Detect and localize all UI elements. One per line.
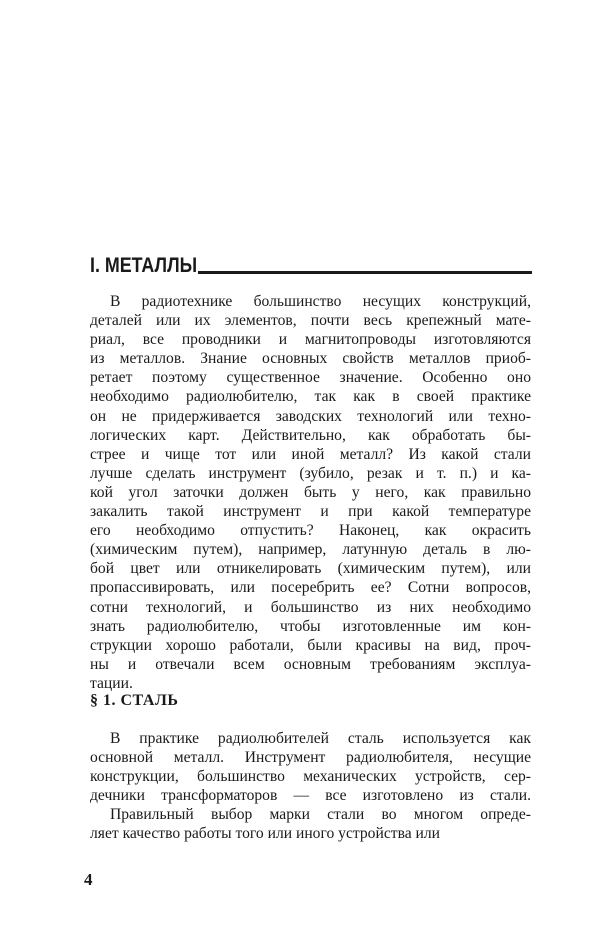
text-line: необходимо радиолюбителю, так как в своей практике bbox=[90, 388, 531, 406]
text-line: дечники трансформаторов — все изготовлено из стали. bbox=[90, 787, 531, 805]
text-line: В практике радиолюбителей сталь используется как bbox=[110, 730, 531, 747]
text-line: сотни технологий, и большинство из них необходимо bbox=[90, 598, 531, 616]
text-line: пропассивировать, или посеребрить ее? Сотни вопросов, bbox=[90, 579, 531, 597]
text-line: основной металл. Инструмент радиолюбителя, несущие bbox=[90, 749, 531, 767]
text-line: струкции хорошо работали, были красивы на вид, проч- bbox=[90, 636, 531, 654]
heading-rule bbox=[198, 271, 532, 274]
chapter-heading bbox=[90, 254, 532, 278]
text-line: ны и отвечали всем основным требованиям эксплуа- bbox=[90, 655, 531, 673]
text-line: закалить такой инструмент и при какой температуре bbox=[90, 503, 531, 521]
text-line: ретает поэтому существенное значение. Особенно оно bbox=[90, 369, 531, 387]
text-line: его необходимо отпустить? Наконец, как окрасить bbox=[90, 522, 531, 540]
text-line: лучше сделать инструмент (зубило, резак и т. п.) и ка- bbox=[90, 464, 531, 482]
text-line: конструкции, большинство механических устройств, сер- bbox=[90, 768, 531, 786]
text-line: из металлов. Знание основных свойств металлов приоб- bbox=[90, 350, 531, 368]
text-line: Правильный выбор марки стали во многом опреде- bbox=[110, 806, 531, 824]
text-line: риал, все проводники и магнитопроводы изготовляются bbox=[90, 331, 531, 349]
chapter-title: I. МЕТАЛЛЫ bbox=[90, 254, 198, 277]
text-line: он не придерживается заводских технологий или техно- bbox=[90, 407, 531, 425]
text-line: стрее и чище тот или иной металл? Из какой стали bbox=[90, 445, 531, 463]
text-line: кой угол заточки должен быть у него, как правильно bbox=[90, 483, 531, 501]
text-line: логических карт. Действительно, как обработать бы- bbox=[90, 426, 531, 444]
text-line: знать радиолюбителю, чтобы изготовленные им кон- bbox=[90, 617, 531, 635]
text-line: тации. bbox=[90, 674, 133, 692]
text-line: ляет качество работы того или иного устройства или bbox=[90, 825, 441, 843]
text-line: бой цвет или отникелировать (химическим путем), или bbox=[90, 560, 531, 578]
text-line: (химическим путем), например, латунную деталь в лю- bbox=[90, 541, 531, 559]
section-title: § 1. СТАЛЬ bbox=[90, 692, 179, 709]
text-line: деталей или их элементов, почти весь крепежный мате- bbox=[90, 312, 531, 330]
section-paragraph bbox=[90, 729, 531, 844]
intro-paragraph bbox=[90, 292, 531, 693]
page-number: 4 bbox=[84, 870, 93, 889]
text-line: В радиотехнике большинство несущих конструкций, bbox=[110, 293, 531, 310]
